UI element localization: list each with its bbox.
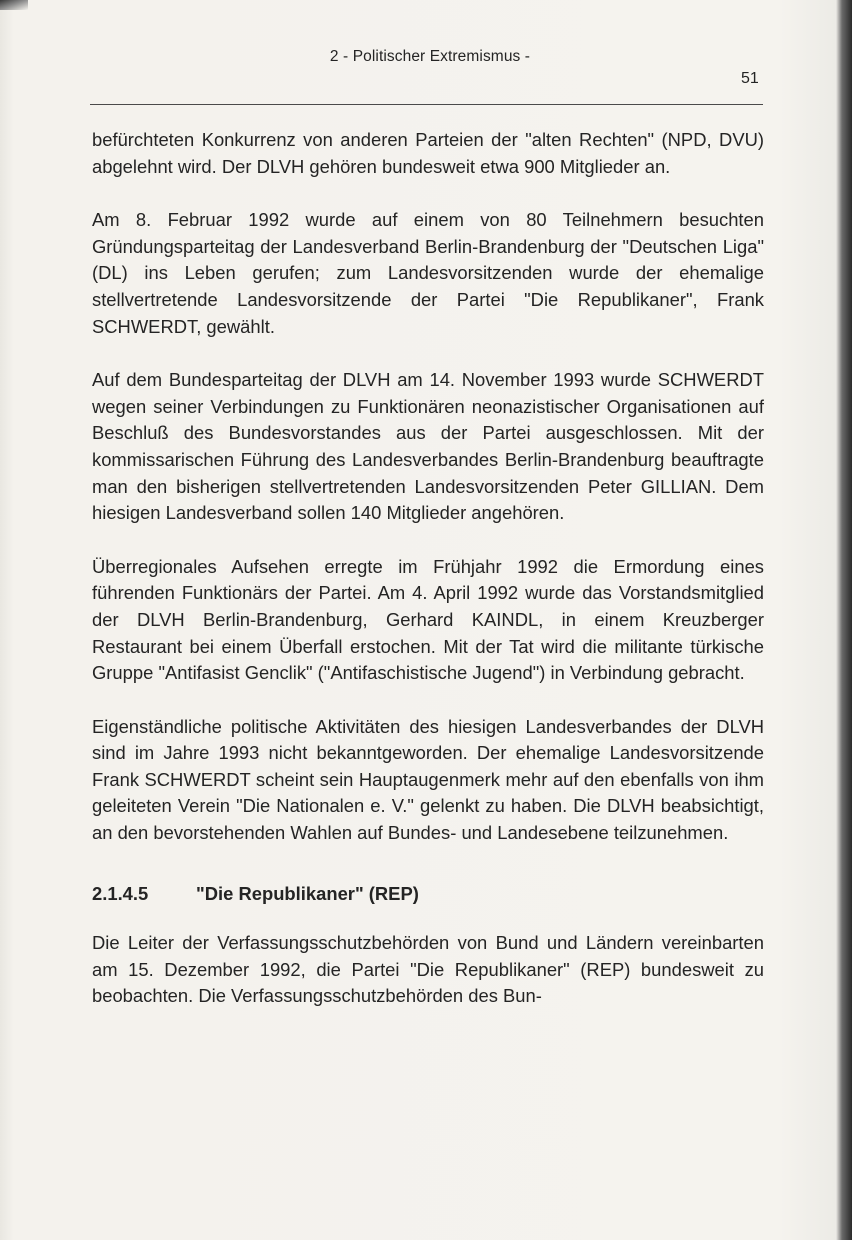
body-text: [92, 127, 764, 1037]
paragraph-1993-activities: Eigenständliche politische Aktivitäten des hiesigen Landesverbandes der DLVH sind im Jahre 1993 nicht bekanntgeworden. Der ehemalige Landesvorsitzende Frank SCHWERDT scheint sein Hauptaugenmerk mehr auf den ebenfalls von ihm geleiteten Verein "Die Nationalen e. V." gelenkt zu haben. Die DLVH beabsichtigt, an den bevorstehenden Wahlen auf Bundes- und Landesebene teilzunehmen.: [92, 715, 764, 844]
paragraph-schwerdt-expulsion: Auf dem Bundesparteitag der DLVH am 14. November 1993 wurde SCHWERDT wegen seiner Verbindungen zu Funktionären neonazistischer Organisationen auf Beschluß des Bundesvorstandes aus der Partei ausgeschlossen. Mit der kommissarischen Führung des Landesverbandes Berlin-Brandenburg beauftragte man den bisherigen stellvertretenden Landesvorsitzenden Peter GILLIAN. Dem hiesigen Landesverband sollen 140 Mitglieder angehören.: [92, 369, 764, 524]
paragraph-founding-congress: Am 8. Februar 1992 wurde auf einem von 80 Teilnehmern besuchten Gründungsparteitag der Landesverband Berlin-Brandenburg der "Deutschen Liga" (DL) ins Leben gerufen; zum Landesvorsitzenden wurde der ehemalige stellvertretende Landesvorsitzende der Partei "Die Republikaner", Frank SCHWERDT, gewählt.: [92, 209, 764, 337]
paragraph-kaindl-murder: Überregionales Aufsehen erregte im Frühjahr 1992 die Ermordung eines führenden Funktionärs der Partei. Am 4. April 1992 wurde das Vorstandsmitglied der DLVH Berlin-Brandenburg, Gerhard KAINDL, in einem Kreuzberger Restaurant bei einem Überfall erstochen. Mit der Tat wird die militante türkische Gruppe "Antifasist Genclik" ("Antifaschistische Jugend") in Verbindung gebracht.: [92, 555, 764, 684]
page-number: 51: [741, 70, 759, 87]
section-heading: [92, 881, 764, 908]
paragraph-dlvh-membership: befürchteten Konkurrenz von anderen Parteien der "alten Rechten" (NPD, DVU) abgelehnt wird. Der DLVH gehören bundesweit etwa 900 Mitglieder an.: [92, 129, 764, 177]
running-header: 2 - Politischer Extremismus -: [329, 48, 531, 65]
header-rule: [90, 104, 763, 105]
section-title: "Die Republikaner" (REP): [196, 882, 419, 904]
scan-corner-shadow: [0, 0, 28, 10]
section-number: 2.1.4.5: [92, 882, 149, 904]
paragraph-republikaner-observation: Die Leiter der Verfassungsschutzbehörden von Bund und Ländern vereinbarten am 15. Dezember 1992, die Partei "Die Republikaner" (REP) bundesweit zu beobachten. Die Verfassungsschutzbehörden des Bun-: [92, 932, 764, 1007]
